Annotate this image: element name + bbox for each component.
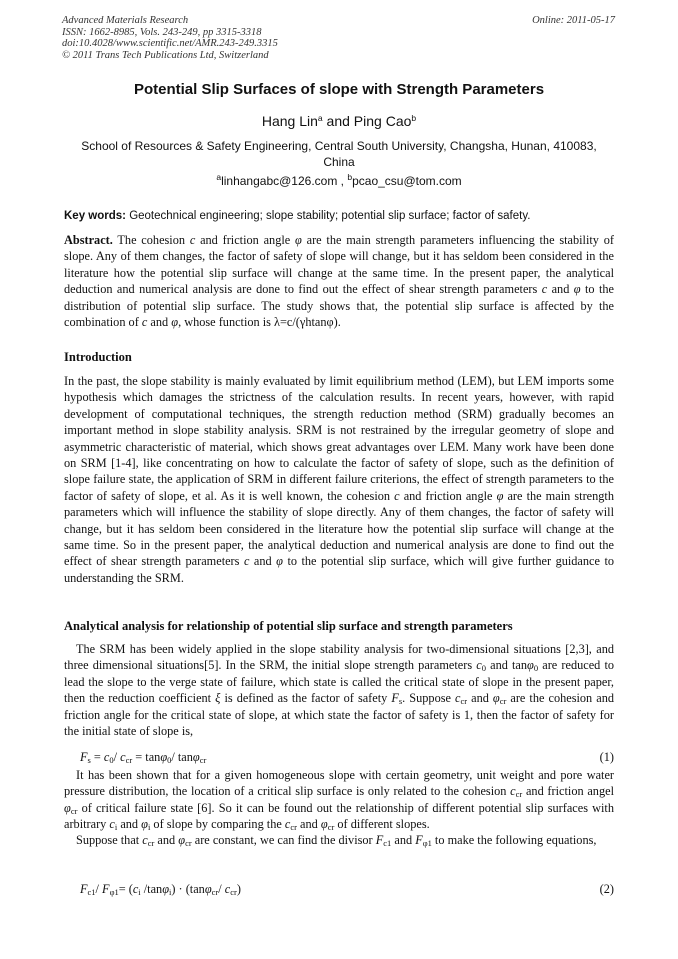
- keywords-text: Geotechnical engineering; slope stability; potential slip surface; factor of safety.: [126, 210, 531, 222]
- paragraph-text: The SRM has been widely applied in the slope stability analysis for two-dimensional situations [2,3], and three dimensional situations[5]. In the SRM, the initial slope strength parameters: [64, 642, 614, 673]
- symbol-ccr: c: [142, 833, 148, 847]
- paragraph-text: to the potential slip surface, which will give further guidance to understanding the SRM.: [64, 554, 615, 585]
- email-1: linhangabc@126.com: [221, 174, 338, 188]
- journal-header: [62, 15, 278, 61]
- symbol-c0: c: [476, 658, 482, 673]
- paragraph-text: of critical failure state [6]. So it can be found out the relationship of different potential slip surfaces with arbitrary: [64, 800, 614, 832]
- paragraph-text: of slope by comparing the: [150, 817, 285, 832]
- symbol-phicr: φ: [320, 817, 328, 832]
- abstract: [64, 232, 614, 330]
- subscript: cr: [185, 838, 192, 848]
- paragraph-text: and: [249, 554, 277, 569]
- paragraph-text: are reduced to lead the slope to the verge state of failure, which state is called the critical state of slope in the present paper, then the reduction coefficient: [64, 658, 615, 706]
- subscript: cr: [460, 696, 468, 707]
- symbol-ccr: c: [455, 691, 461, 706]
- symbol-phicr: φ: [64, 800, 71, 815]
- equation-2: [80, 881, 614, 897]
- email-2-mark: b: [347, 172, 353, 182]
- subscript: cr: [515, 789, 523, 800]
- email-1-mark: a: [216, 172, 222, 182]
- paragraph-text: Suppose that: [76, 833, 143, 847]
- symbol-xi: ξ: [215, 691, 221, 706]
- abstract-text: are the main strength parameters influencing the stability of slope. Any of them changes, the factor of safety of slope will change, but it has seldom been considered in the literature how the potential slip surface will change at the same time. In the present paper, the analytical deduction and numerical analysis are done to find out the effect of shear strength parameters: [64, 233, 614, 297]
- abstract-label: Abstract.: [64, 233, 113, 247]
- authors-line: [0, 113, 678, 129]
- keywords-label: Key words:: [64, 210, 126, 222]
- subscript: i: [147, 822, 151, 833]
- journal-name: Advanced Materials Research: [62, 15, 189, 26]
- equation-1-body: $F_s = c_0/$ $c_{cr} = \tan\varphi_0/$ tanφ$_{cr}$: [80, 750, 207, 765]
- copyright-line: © 2011 Trans Tech Publications Ltd, Switzerland: [62, 49, 269, 61]
- emails-line: [0, 174, 678, 188]
- subscript: c1: [383, 838, 392, 848]
- analysis-paragraph-1: [64, 641, 614, 739]
- symbol-Fs: F: [391, 691, 399, 706]
- subscript: cr: [70, 805, 78, 816]
- paragraph-text: to make the following equations,: [431, 833, 597, 847]
- equation-1: [80, 749, 614, 765]
- paragraph-text: and friction angle: [399, 488, 497, 503]
- author-conjunction: and: [322, 113, 354, 129]
- subscript: i: [114, 822, 118, 833]
- equation-1-number: (1): [599, 750, 614, 764]
- paragraph-text: and friction angel: [522, 784, 614, 799]
- keywords: [64, 210, 616, 222]
- paragraph-text: and: [154, 833, 179, 847]
- analysis-paragraph-2: [64, 767, 614, 833]
- abstract-text: The cohesion: [112, 233, 190, 247]
- equation-2-body: $F_{c1}/$ $F_{\varphi 1}= (c_i$ /tanφ$_i$) · (tanφ$_{cr}$/ $c_{cr}$): [80, 882, 241, 897]
- doi-line: doi:10.4028/www.scientific.net/AMR.243-249.3315: [62, 38, 278, 49]
- abstract-text: and: [147, 315, 172, 330]
- paragraph-text: are the cohesion and friction angle for the critical state of slope, at which state the factor of safety is 1, then the factor of safety for the initial state of slope is,: [64, 691, 614, 739]
- symbol-phicr: φ: [492, 691, 500, 706]
- paragraph-text: are constant, we can find the divisor: [191, 833, 376, 847]
- issn-line: ISSN: 1662-8985, Vols. 243-249, pp 3315-3318: [62, 26, 262, 38]
- paragraph-text: In the past, the slope stability is mainly evaluated by limit equilibrium method (LEM), but LEM imports some hypothesis which damages the strictness of the calculation results. In recent years, however, with rapid development of computational techniques, the strength reduction method (SRM) gradually becomes an important method in slope stability analysis. SRM is not restrained by the irregular geometry of slope and asymmetric characteristic of material, which shows great advantages over LEM. Many work have been done on SRM [1-4], like concentrating on how to calculate the factor of safety of slope, such as the definition of slope failure state, the application of SRM in different failure criterions, the effect of strength parameters to the factor of safety of slope, et al. As it is well known, the cohesion: [64, 374, 614, 503]
- symbol-c: c: [243, 554, 250, 569]
- subscript: 0: [533, 663, 539, 674]
- email-2: pcao_csu@tom.com: [352, 174, 462, 188]
- paragraph-text: It has been shown that for a given homogeneous slope with certain geometry, unit weight and pore water pressure distribution, the location of a critical slip surface is only related to the cohesion: [64, 768, 614, 799]
- symbol-Fphi1: F: [415, 833, 423, 847]
- author-1-mark: a: [317, 113, 323, 123]
- paragraph-text: and: [391, 833, 416, 847]
- abstract-text: and friction angle: [195, 233, 296, 247]
- online-date: Online: 2011-05-17: [532, 15, 615, 26]
- symbol-Fc1: F: [375, 833, 384, 847]
- symbol-c: c: [189, 233, 196, 247]
- author-1: Hang Lin: [261, 113, 318, 129]
- author-2: Ping Cao: [353, 113, 412, 129]
- symbol-phi: φ: [295, 233, 302, 247]
- symbol-phi: φ: [276, 554, 283, 569]
- symbol-phi: φ: [573, 282, 581, 297]
- abstract-text: , whose function is λ=c/(γhtanφ).: [178, 315, 341, 330]
- paragraph-text: and tan: [485, 658, 528, 673]
- symbol-phi0: φ: [527, 658, 534, 673]
- subscript: cr: [147, 838, 155, 848]
- introduction-paragraph: [64, 373, 614, 586]
- author-2-mark: b: [411, 113, 417, 123]
- equation-2-number: (2): [599, 882, 614, 896]
- paragraph-text: and: [467, 691, 493, 706]
- paragraph-text: is defined as the factor of safety: [220, 691, 392, 706]
- symbol-phi: φ: [171, 315, 179, 330]
- abstract-text: to the distribution of potential slip surface. The study shows that, the potential slip surface is affected by the combination of: [64, 282, 614, 330]
- subscript: 0: [481, 663, 486, 674]
- symbol-phicr: φ: [178, 833, 186, 847]
- paragraph-text: and: [117, 817, 142, 832]
- paper-title: Potential Slip Surfaces of slope with Strength Parameters: [133, 81, 545, 98]
- paragraph-text: . Suppose: [402, 691, 455, 706]
- symbol-c: c: [394, 488, 400, 503]
- section-heading-introduction: Introduction: [64, 350, 132, 364]
- symbol-phi: φ: [496, 488, 504, 503]
- affiliation: School of Resources & Safety Engineering, Central South University, Changsha, Hunan, 410083, China: [81, 139, 597, 169]
- abstract-text: and: [547, 282, 574, 297]
- symbol-phii: φ: [141, 817, 148, 832]
- paragraph-text: are the main strength parameters which will influence the stability of slope directly. Any of them changes, the factor of safety will change, but it has seldom been considered in the literature how the potential slip surface will change at the same time. So in the present paper, the analytical deduction and numerical analysis are done to find out the effect of shear strength parameters: [64, 488, 614, 569]
- analysis-paragraph-3: [64, 832, 614, 848]
- subscript: cr: [290, 822, 297, 833]
- section-heading-analysis: Analytical analysis for relationship of potential slip surface and strength parameters: [64, 619, 513, 633]
- symbol-c: c: [141, 315, 148, 330]
- email-separator: ,: [337, 174, 348, 188]
- symbol-ccr: c: [284, 817, 291, 832]
- symbol-c: c: [541, 282, 548, 297]
- paragraph-text: of different slopes.: [334, 817, 430, 832]
- subscript: cr: [327, 822, 335, 833]
- subscript: s: [398, 696, 403, 707]
- subscript: φ1: [422, 838, 432, 848]
- symbol-ci: c: [109, 817, 115, 832]
- paragraph-text: and: [296, 817, 321, 832]
- symbol-ccr: c: [510, 784, 516, 799]
- subscript: cr: [499, 696, 507, 707]
